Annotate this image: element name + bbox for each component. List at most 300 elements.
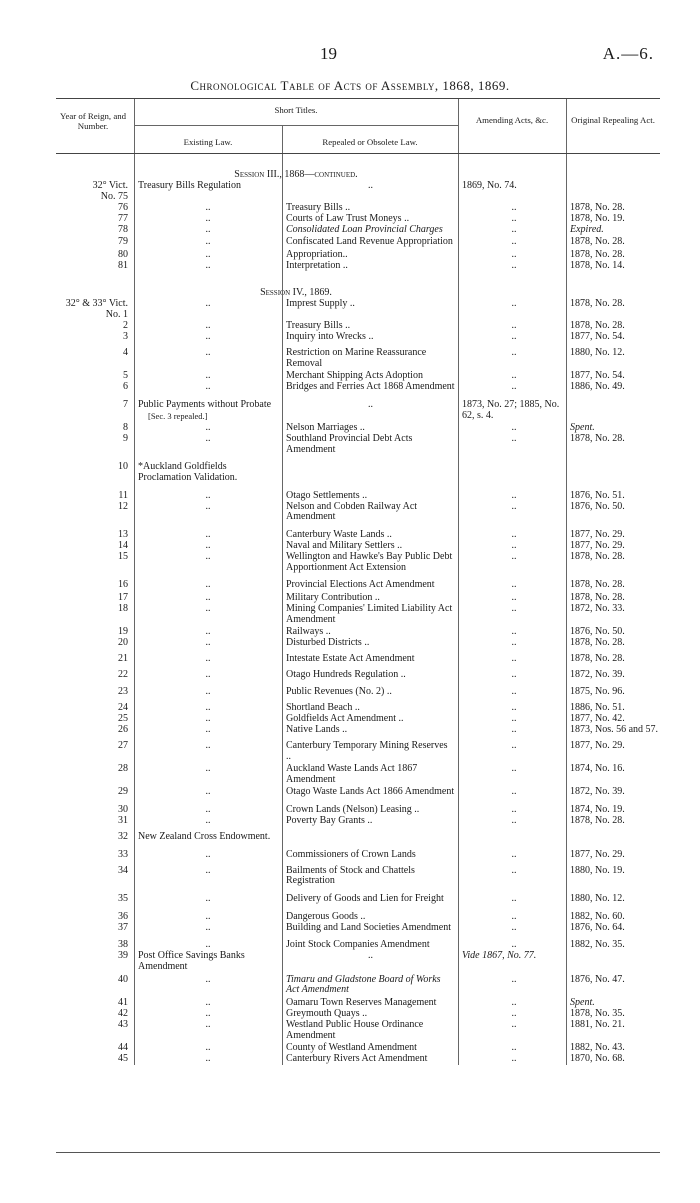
year-number-cell: 32: [118, 831, 128, 843]
existing-law-cell: [134, 1043, 282, 1054]
existing-law-cell: [134, 764, 282, 785]
table-row: [56, 764, 660, 785]
amending-acts-cell: ..: [511, 996, 517, 1008]
amending-acts-cell: ..: [511, 1053, 517, 1065]
existing-law-cell: [134, 541, 282, 552]
table-row: [56, 541, 660, 552]
existing-law-text: ..: [205, 201, 211, 213]
column-rule: [458, 154, 459, 1065]
table-row: [56, 321, 660, 332]
existing-law-text: ..: [205, 864, 211, 876]
amending-acts-cell: ..: [511, 319, 517, 331]
repealed-law-cell: County of Westland Amendment: [286, 1042, 417, 1054]
year-number-cell: 22: [118, 669, 128, 681]
repealed-law-cell: Poverty Bay Grants ..: [286, 815, 373, 826]
table-row: [56, 805, 660, 816]
existing-law-text: ..: [205, 786, 211, 798]
year-number-cell: 15: [118, 551, 128, 563]
existing-law-text: ..: [205, 551, 211, 563]
repealed-law-cell: Appropriation..: [286, 249, 348, 261]
repealed-law-cell: ..: [368, 950, 373, 962]
existing-law-text: ..: [205, 921, 211, 933]
amending-acts-cell: ..: [511, 803, 517, 815]
existing-law-cell: [134, 703, 282, 714]
amending-acts-cell: ..: [511, 528, 517, 540]
original-repealing-act-cell: [566, 462, 660, 483]
existing-law-text: ..: [205, 803, 211, 815]
table-row: [56, 299, 660, 320]
existing-law-text: ..: [205, 260, 211, 272]
amending-acts-cell: ..: [511, 201, 517, 213]
year-number-cell: 9: [123, 433, 128, 445]
original-repealing-act-cell: 1880, No. 19.: [570, 864, 625, 876]
page-title: Chronological Table of Acts of Assembly, 1868, 1869.: [190, 78, 510, 93]
table-row: [56, 703, 660, 714]
year-number-cell: 4: [123, 347, 128, 359]
acts-table: [56, 98, 660, 1065]
repealed-law-cell: Naval and Military Settlers ..: [286, 540, 403, 552]
table-row: [56, 400, 660, 421]
original-repealing-act-cell: 1870, No. 68.: [570, 1053, 625, 1065]
amending-acts-cell: 1869, No. 74.: [462, 180, 517, 191]
existing-law-text: ..: [205, 236, 211, 248]
amending-acts-cell: 1873, No. 27; 1885, No. 62, s. 4.: [462, 399, 560, 421]
table-row: [56, 714, 660, 725]
table-row: [56, 912, 660, 923]
year-number-cell: 18: [118, 603, 128, 614]
amending-acts-cell: [458, 462, 566, 483]
repealed-law-cell: Canterbury Rivers Act Amendment: [286, 1053, 428, 1065]
existing-law-text: ..: [205, 910, 211, 922]
page-number: 19: [320, 44, 337, 63]
existing-law-text: ..: [205, 223, 211, 235]
repealed-law-cell: Mining Companies' Limited Liability Act Amendment: [286, 603, 453, 625]
existing-law-text: ..: [205, 579, 211, 591]
original-repealing-act-cell: [566, 832, 660, 843]
repealed-law-cell: Joint Stock Companies Amendment: [286, 939, 430, 951]
existing-law-cell: [134, 912, 282, 923]
repealed-law-cell: Building and Land Societies Amendment: [286, 921, 451, 933]
existing-law-cell: [134, 530, 282, 541]
existing-law-text: ..: [205, 973, 211, 985]
original-repealing-act-cell: [566, 951, 660, 972]
existing-law-cell: [134, 593, 282, 604]
existing-law-text: New Zealand Cross Endowment.: [138, 831, 271, 843]
existing-law-text: ..: [205, 637, 211, 649]
existing-law-cell: [134, 866, 282, 887]
original-repealing-act-cell: 1878, No. 28.: [570, 637, 625, 649]
existing-law-cell: [134, 670, 282, 681]
repealed-law-cell: Oamaru Town Reserves Management: [286, 996, 437, 1008]
col-existing-header: Existing Law.: [183, 137, 233, 147]
existing-law-text: ..: [205, 603, 211, 614]
existing-law-cell: [134, 1054, 282, 1065]
table-row: [56, 181, 660, 202]
amending-acts-cell: ..: [511, 1018, 517, 1030]
year-number-cell: 32° & 33° Vict. No. 1: [65, 298, 128, 320]
existing-law-cell: [134, 923, 282, 934]
col-short-titles-header: Short Titles.: [274, 105, 318, 115]
existing-law-text: ..: [205, 591, 211, 603]
year-number-cell: 40: [118, 973, 128, 985]
existing-law-text: ..: [205, 298, 211, 310]
year-number-cell: 14: [118, 540, 128, 552]
repealed-law-cell: Dangerous Goods ..: [286, 910, 366, 922]
repealed-law-cell: Provincial Elections Act Amendment: [286, 579, 435, 591]
amending-acts-cell: ..: [511, 381, 517, 393]
repealed-law-cell: Goldfields Act Amendment ..: [286, 712, 404, 724]
table-row: [56, 951, 660, 972]
original-repealing-act-cell: 1876, No. 47.: [570, 973, 625, 985]
original-repealing-act-cell: Expired.: [570, 223, 604, 235]
table-row: [56, 491, 660, 502]
amending-acts-cell: ..: [511, 653, 517, 665]
year-number-cell: 3: [123, 331, 128, 343]
table-body: [56, 154, 660, 1065]
amending-acts-cell: ..: [511, 712, 517, 724]
existing-law-text: ..: [205, 1053, 211, 1065]
table-row: [56, 627, 660, 638]
year-number-cell: 33: [118, 848, 128, 860]
original-repealing-act-cell: 1878, No. 28.: [570, 249, 625, 261]
original-repealing-act-cell: [566, 400, 660, 421]
existing-law-note: [Sec. 3 repealed.]: [148, 410, 208, 421]
repealed-law-cell: Delivery of Goods and Lien for Freight: [286, 892, 444, 904]
existing-law-text: Treasury Bills Regulation: [138, 180, 241, 191]
amending-acts-cell: ..: [511, 786, 517, 798]
session-heading-iii: Session III., 1868—continued.: [234, 169, 358, 180]
col-repealed-header: Repealed or Obsolete Law.: [322, 137, 418, 147]
existing-law-cell: [134, 714, 282, 725]
amending-acts-cell: ..: [511, 910, 517, 922]
amending-acts-cell: ..: [511, 489, 517, 501]
amending-acts-cell: ..: [511, 298, 517, 310]
repealed-law-cell: Disturbed Districts ..: [286, 637, 370, 649]
table-row: [56, 332, 660, 343]
repealed-law-cell: Nelson and Cobden Railway Act Amendment: [286, 500, 418, 523]
existing-law-cell: [134, 741, 282, 762]
original-repealing-act-cell: 1880, No. 12.: [570, 347, 625, 359]
table-row: [56, 940, 660, 951]
table-header: [56, 98, 660, 154]
amending-acts-cell: ..: [511, 1042, 517, 1054]
year-number-cell: 27: [118, 739, 128, 751]
original-repealing-act-cell: 1872, No. 33.: [570, 603, 625, 614]
year-number-cell: 77: [118, 212, 128, 224]
page-header: [0, 44, 700, 68]
existing-law-cell: [134, 951, 282, 972]
year-number-cell: 76: [118, 201, 128, 213]
table-row: [56, 1009, 660, 1020]
existing-law-cell: [134, 237, 282, 248]
table-row: [56, 894, 660, 905]
amending-acts-cell: ..: [511, 591, 517, 603]
year-number-cell: 20: [118, 637, 128, 649]
repealed-law-cell: Bailments of Stock and Chattels Registration: [286, 864, 415, 887]
year-number-cell: 37: [118, 921, 128, 933]
existing-law-text: ..: [205, 669, 211, 681]
original-repealing-act-cell: 1877, No. 29.: [570, 540, 625, 552]
existing-law-text: ..: [205, 626, 211, 638]
original-repealing-act-cell: 1878, No. 35.: [570, 1007, 625, 1019]
existing-law-cell: [134, 552, 282, 573]
table-row: [56, 1054, 660, 1065]
existing-law-cell: [134, 225, 282, 236]
existing-law-text: ..: [205, 500, 211, 512]
existing-law-text: ..: [205, 370, 211, 382]
year-number-cell: 26: [118, 723, 128, 735]
existing-law-text: ..: [205, 996, 211, 1008]
existing-law-cell: [134, 832, 282, 843]
table-row: [56, 382, 660, 393]
repealed-law-cell: Inquiry into Wrecks ..: [286, 331, 374, 343]
amending-acts-cell: ..: [511, 892, 517, 904]
table-row: [56, 638, 660, 649]
repealed-law-cell: Canterbury Waste Lands ..: [286, 528, 392, 540]
repealed-law-cell: Merchant Shipping Acts Adoption: [286, 370, 423, 382]
amending-acts-cell: ..: [511, 212, 517, 224]
original-repealing-act-cell: Spent.: [570, 422, 595, 434]
table-row: [56, 502, 660, 523]
column-rule: [282, 154, 283, 1065]
existing-law-cell: [134, 423, 282, 434]
table-row: [56, 203, 660, 214]
existing-law-text: ..: [205, 1007, 211, 1019]
original-repealing-act-cell: 1878, No. 28.: [570, 591, 625, 603]
existing-law-text: ..: [205, 815, 211, 826]
table-row: [56, 371, 660, 382]
original-repealing-act-cell: 1882, No. 43.: [570, 1042, 625, 1054]
existing-law-text: ..: [205, 422, 211, 434]
table-row: [56, 787, 660, 798]
original-repealing-act-cell: 1882, No. 60.: [570, 910, 625, 922]
table-row: [56, 225, 660, 236]
existing-law-text: ..: [205, 249, 211, 261]
table-row: [56, 604, 660, 625]
year-number-cell: 30: [118, 803, 128, 815]
existing-law-text: *Auckland Goldfields Proclamation Validation.: [138, 461, 238, 484]
amending-acts-cell: ..: [511, 1007, 517, 1019]
year-number-cell: 45: [118, 1053, 128, 1065]
table-row: [56, 237, 660, 248]
original-repealing-act-cell: 1881, No. 21.: [570, 1018, 625, 1030]
existing-law-cell: [134, 348, 282, 369]
amending-acts-cell: ..: [511, 973, 517, 985]
original-repealing-act-cell: 1878, No. 28.: [570, 551, 625, 563]
original-repealing-act-cell: 1878, No. 28.: [570, 319, 625, 331]
table-row: [56, 593, 660, 604]
original-repealing-act-cell: 1878, No. 19.: [570, 212, 625, 224]
existing-law-cell: [134, 627, 282, 638]
amending-acts-cell: ..: [511, 939, 517, 951]
repealed-law-cell: Courts of Law Trust Moneys ..: [286, 212, 410, 224]
year-number-cell: 5: [123, 370, 128, 382]
existing-law-cell: [134, 654, 282, 665]
year-number-cell: 34: [118, 864, 128, 876]
existing-law-cell: [134, 250, 282, 261]
existing-law-cell: [134, 805, 282, 816]
original-repealing-act-cell: 1877, No. 29.: [570, 528, 625, 540]
existing-law-text: ..: [205, 540, 211, 552]
year-number-cell: 11: [118, 489, 128, 501]
amending-acts-cell: ..: [511, 637, 517, 649]
year-number-cell: 31: [118, 815, 128, 826]
original-repealing-act-cell: 1878, No. 28.: [570, 579, 625, 591]
year-number-cell: 28: [118, 763, 128, 775]
original-repealing-act-cell: 1876, No. 50.: [570, 626, 625, 638]
original-repealing-act-cell: 1874, No. 19.: [570, 803, 625, 815]
existing-law-text: ..: [205, 347, 211, 359]
repealed-law-cell: Otago Hundreds Regulation ..: [286, 669, 406, 681]
original-repealing-act-cell: 1878, No. 28.: [570, 653, 625, 665]
amending-acts-cell: ..: [511, 370, 517, 382]
table-row: [56, 654, 660, 665]
table-row: [56, 250, 660, 261]
year-number-cell: 29: [118, 786, 128, 798]
year-number-cell: 23: [118, 685, 128, 697]
existing-law-text: ..: [205, 319, 211, 331]
amending-acts-cell: ..: [511, 540, 517, 552]
original-repealing-act-cell: 1882, No. 35.: [570, 939, 625, 951]
amending-acts-cell: ..: [511, 551, 517, 563]
original-repealing-act-cell: [566, 181, 660, 202]
year-number-cell: 44: [118, 1042, 128, 1054]
repealed-law-cell: [282, 462, 458, 483]
repealed-law-cell: Canterbury Temporary Mining Reserves ..: [286, 739, 448, 762]
original-repealing-act-cell: 1874, No. 16.: [570, 763, 625, 775]
repealed-law-cell: ..: [368, 180, 373, 191]
existing-law-cell: [134, 434, 282, 455]
repealed-law-cell: Shortland Beach ..: [286, 701, 360, 713]
existing-law-text: ..: [205, 723, 211, 735]
repealed-law-cell: Greymouth Quays ..: [286, 1007, 368, 1019]
original-repealing-act-cell: 1878, No. 28.: [570, 201, 625, 213]
original-repealing-act-cell: 1876, No. 50.: [570, 500, 625, 512]
original-repealing-act-cell: 1875, No. 96.: [570, 685, 625, 697]
table-row: [56, 741, 660, 762]
table-row: [56, 923, 660, 934]
existing-law-cell: [134, 940, 282, 951]
amending-acts-cell: ..: [511, 815, 517, 826]
existing-law-text: ..: [205, 763, 211, 775]
existing-law-text: ..: [205, 712, 211, 724]
repealed-law-cell: Railways ..: [286, 626, 331, 638]
year-number-cell: 42: [118, 1007, 128, 1019]
year-number-cell: 16: [118, 579, 128, 591]
original-repealing-act-cell: 1876, No. 64.: [570, 921, 625, 933]
amending-acts-cell: ..: [511, 739, 517, 751]
existing-law-cell: [134, 998, 282, 1009]
original-repealing-act-cell: Spent.: [570, 996, 595, 1008]
repealed-law-cell: Military Contribution ..: [286, 591, 380, 603]
year-number-cell: 21: [118, 653, 128, 665]
amending-acts-cell: ..: [511, 701, 517, 713]
existing-law-text: ..: [205, 528, 211, 540]
table-row: [56, 1020, 660, 1041]
table-row: [56, 552, 660, 573]
amending-acts-cell: ..: [511, 864, 517, 876]
original-repealing-act-cell: 1877, No. 54.: [570, 331, 625, 343]
original-repealing-act-cell: 1872, No. 39.: [570, 669, 625, 681]
existing-law-cell: [134, 1009, 282, 1020]
repealed-law-cell: Crown Lands (Nelson) Leasing ..: [286, 803, 420, 815]
year-number-cell: 35: [118, 892, 128, 904]
existing-law-cell: [134, 894, 282, 905]
year-number-cell: 2: [123, 319, 128, 331]
original-repealing-act-cell: 1877, No. 54.: [570, 370, 625, 382]
amending-acts-cell: [458, 832, 566, 843]
amending-acts-cell: ..: [511, 723, 517, 735]
repealed-law-cell: Timaru and Gladstone Board of Works Act Amendment: [286, 973, 441, 996]
original-repealing-act-cell: 1877, No. 29.: [570, 848, 625, 860]
repealed-law-cell: Nelson Marriages ..: [286, 422, 365, 434]
repealed-law-cell: Southland Provincial Debt Acts Amendment: [286, 433, 413, 455]
repealed-law-cell: Otago Settlements ..: [286, 489, 368, 501]
amending-acts-cell: ..: [511, 921, 517, 933]
existing-law-text: ..: [205, 739, 211, 751]
amending-acts-cell: ..: [511, 669, 517, 681]
table-row: [56, 725, 660, 736]
year-number-cell: 78: [118, 223, 128, 235]
repealed-law-cell: Wellington and Hawke's Bay Public Debt Apportionment Act Extension: [286, 551, 453, 573]
existing-law-text: Post Office Savings Banks Amendment: [138, 950, 245, 972]
year-number-cell: 12: [118, 500, 128, 512]
amending-acts-cell: ..: [511, 763, 517, 775]
table-row: [56, 580, 660, 591]
existing-law-cell: [134, 725, 282, 736]
original-repealing-act-cell: 1873, Nos. 56 and 57.: [570, 723, 659, 735]
repealed-law-cell: Restriction on Marine Reassurance Removal: [286, 347, 427, 369]
original-repealing-act-cell: 1880, No. 12.: [570, 892, 625, 904]
amending-acts-cell: ..: [511, 848, 517, 860]
existing-law-text: ..: [205, 653, 211, 665]
table-row: [56, 261, 660, 272]
document-reference: A.—6.: [602, 44, 654, 63]
original-repealing-act-cell: 1878, No. 14.: [570, 260, 625, 272]
amending-acts-cell: ..: [511, 626, 517, 638]
amending-acts-cell: ..: [511, 433, 517, 445]
existing-law-cell: [134, 580, 282, 591]
existing-law-text: ..: [205, 489, 211, 501]
year-number-cell: 38: [118, 939, 128, 951]
table-row: [56, 832, 660, 843]
column-rule: [566, 154, 567, 1065]
repealed-law-cell: Interpretation ..: [286, 260, 348, 272]
existing-law-text: ..: [205, 1018, 211, 1030]
existing-law-cell: [134, 400, 282, 421]
existing-law-cell: [134, 638, 282, 649]
table-row: [56, 348, 660, 369]
existing-law-cell: [134, 214, 282, 225]
original-repealing-act-cell: 1878, No. 28.: [570, 298, 625, 310]
amending-acts-cell: ..: [511, 347, 517, 359]
existing-law-cell: [134, 491, 282, 502]
year-number-cell: 41: [118, 996, 128, 1008]
original-repealing-act-cell: 1877, No. 42.: [570, 712, 625, 724]
table-row: [56, 975, 660, 996]
amending-acts-cell: ..: [511, 260, 517, 272]
year-number-cell: 7: [123, 399, 128, 410]
existing-law-cell: [134, 203, 282, 214]
year-number-cell: 36: [118, 910, 128, 922]
col-amending-header: Amending Acts, &c.: [475, 115, 549, 125]
existing-law-cell: [134, 382, 282, 393]
existing-law-cell: [134, 299, 282, 320]
table-row: [56, 214, 660, 225]
existing-law-text: Public Payments without Probate: [138, 399, 272, 410]
year-number-cell: 32° Vict. No. 75: [92, 180, 128, 202]
year-number-cell: 79: [118, 236, 128, 248]
